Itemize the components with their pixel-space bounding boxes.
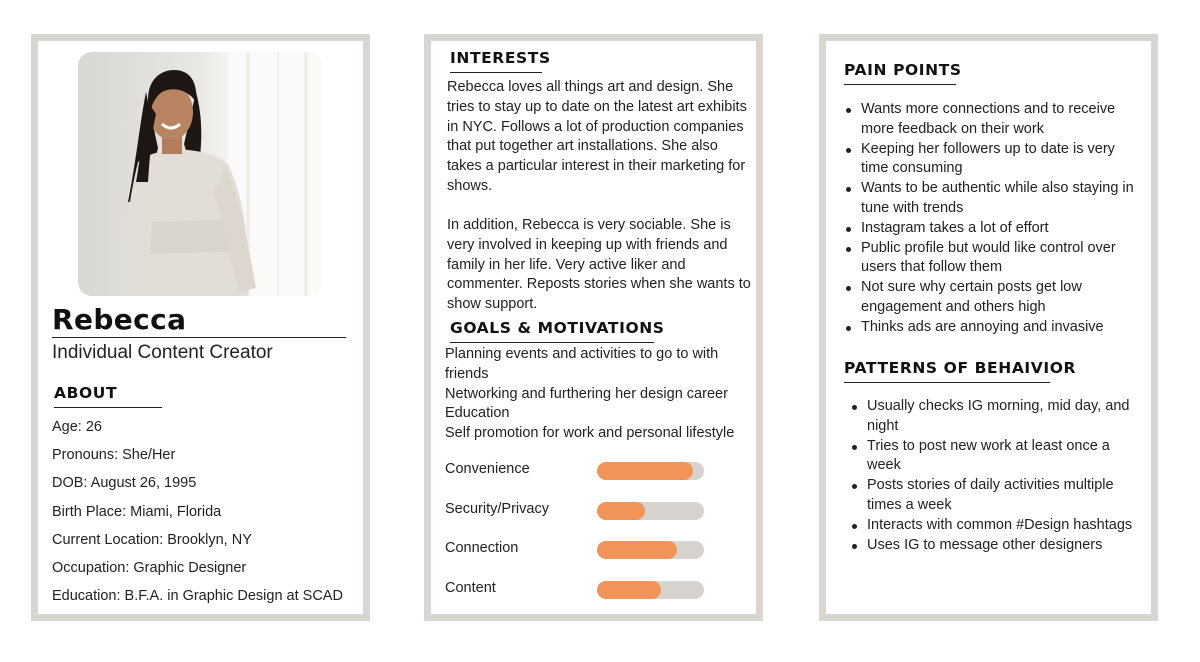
- pain-point-item: Not sure why certain posts get low engagement and others high: [844, 278, 1146, 318]
- pain-point-item: Instagram takes a lot of effort: [844, 219, 1146, 239]
- about-current-location: Current Location: Brooklyn, NY: [52, 531, 252, 548]
- pain-points-list: [844, 100, 1146, 338]
- profile-role: Individual Content Creator: [52, 342, 273, 363]
- pain-point-item: Thinks ads are annoying and invasive: [844, 318, 1146, 338]
- pattern-item: Tries to post new work at least once a week: [850, 437, 1140, 477]
- pain-point-item: Wants more connections and to receive more feedback on their work: [844, 100, 1146, 140]
- profile-photo: [78, 52, 322, 296]
- about-heading: ABOUT: [54, 384, 162, 408]
- goals-heading: GOALS & MOTIVATIONS: [450, 319, 654, 343]
- pain-point-item: Wants to be authentic while also staying in tune with trends: [844, 179, 1146, 219]
- about-birth-place: Birth Place: Miami, Florida: [52, 503, 222, 520]
- meter-label: Connection: [445, 540, 519, 556]
- meter-label: Security/Privacy: [445, 501, 549, 517]
- about-age: Age: 26: [52, 419, 102, 435]
- meter-fill: [597, 462, 693, 480]
- pain-points-card: [819, 34, 1158, 621]
- about-dob: DOB: August 26, 1995: [52, 475, 197, 492]
- person-illustration: [78, 52, 322, 296]
- interests-heading: INTERESTS: [450, 49, 542, 73]
- meter-fill: [597, 581, 661, 599]
- meter-label: Content: [445, 580, 496, 596]
- goal-item: friends: [445, 365, 489, 382]
- meter-track: [597, 462, 704, 480]
- pain-points-heading: PAIN POINTS: [844, 61, 956, 85]
- patterns-list: [850, 397, 1140, 555]
- meter-fill: [597, 502, 645, 520]
- goal-item: Networking and furthering her design career: [445, 385, 728, 402]
- about-pronouns: Pronouns: She/Her: [52, 447, 176, 464]
- meter-content: [445, 580, 715, 602]
- interests-paragraph-1: Rebecca loves all things art and design. She tries to stay up to date on the latest art exhibits in NYC. Follows a lot of production companies that put together art installations. She also takes a particular interest in their marketing for shows.: [447, 79, 747, 194]
- meter-convenience: [445, 461, 715, 483]
- pattern-item: Uses IG to message other designers: [850, 536, 1140, 556]
- patterns-heading: PATTERNS OF BEHAIVIOR: [844, 359, 1050, 383]
- pain-point-item: Keeping her followers up to date is very time consuming: [844, 140, 1146, 180]
- pain-point-item: Public profile but would like control over users that follow them: [844, 239, 1146, 279]
- goal-item: Self promotion for work and personal lifestyle: [445, 425, 735, 442]
- goal-item: Education: [445, 405, 510, 422]
- interests-card: [424, 34, 763, 621]
- pattern-item: Posts stories of daily activities multiple times a week: [850, 476, 1140, 516]
- about-occupation: Occupation: Graphic Designer: [52, 559, 247, 576]
- interests-paragraph-2: In addition, Rebecca is very sociable. She is very involved in keeping up with friends and family in her life. Very active liker and commenter. Reposts stories when she wants to show support.: [447, 217, 751, 313]
- profile-name: Rebecca: [52, 303, 346, 338]
- goal-item: Planning events and activities to go to with: [445, 346, 719, 362]
- meter-connection: [445, 540, 715, 562]
- goals-list: [445, 345, 734, 444]
- about-education: Education: B.F.A. in Graphic Design at SCAD: [52, 588, 343, 605]
- pattern-item: Interacts with common #Design hashtags: [850, 516, 1140, 536]
- meter-fill: [597, 541, 677, 559]
- meter-track: [597, 541, 704, 559]
- meter-label: Convenience: [445, 461, 530, 477]
- about-list: [52, 413, 343, 610]
- meter-track: [597, 502, 704, 520]
- pattern-item: Usually checks IG morning, mid day, and night: [850, 397, 1140, 437]
- meter-track: [597, 581, 704, 599]
- profile-card: [31, 34, 370, 621]
- meter-security-privacy: [445, 501, 715, 523]
